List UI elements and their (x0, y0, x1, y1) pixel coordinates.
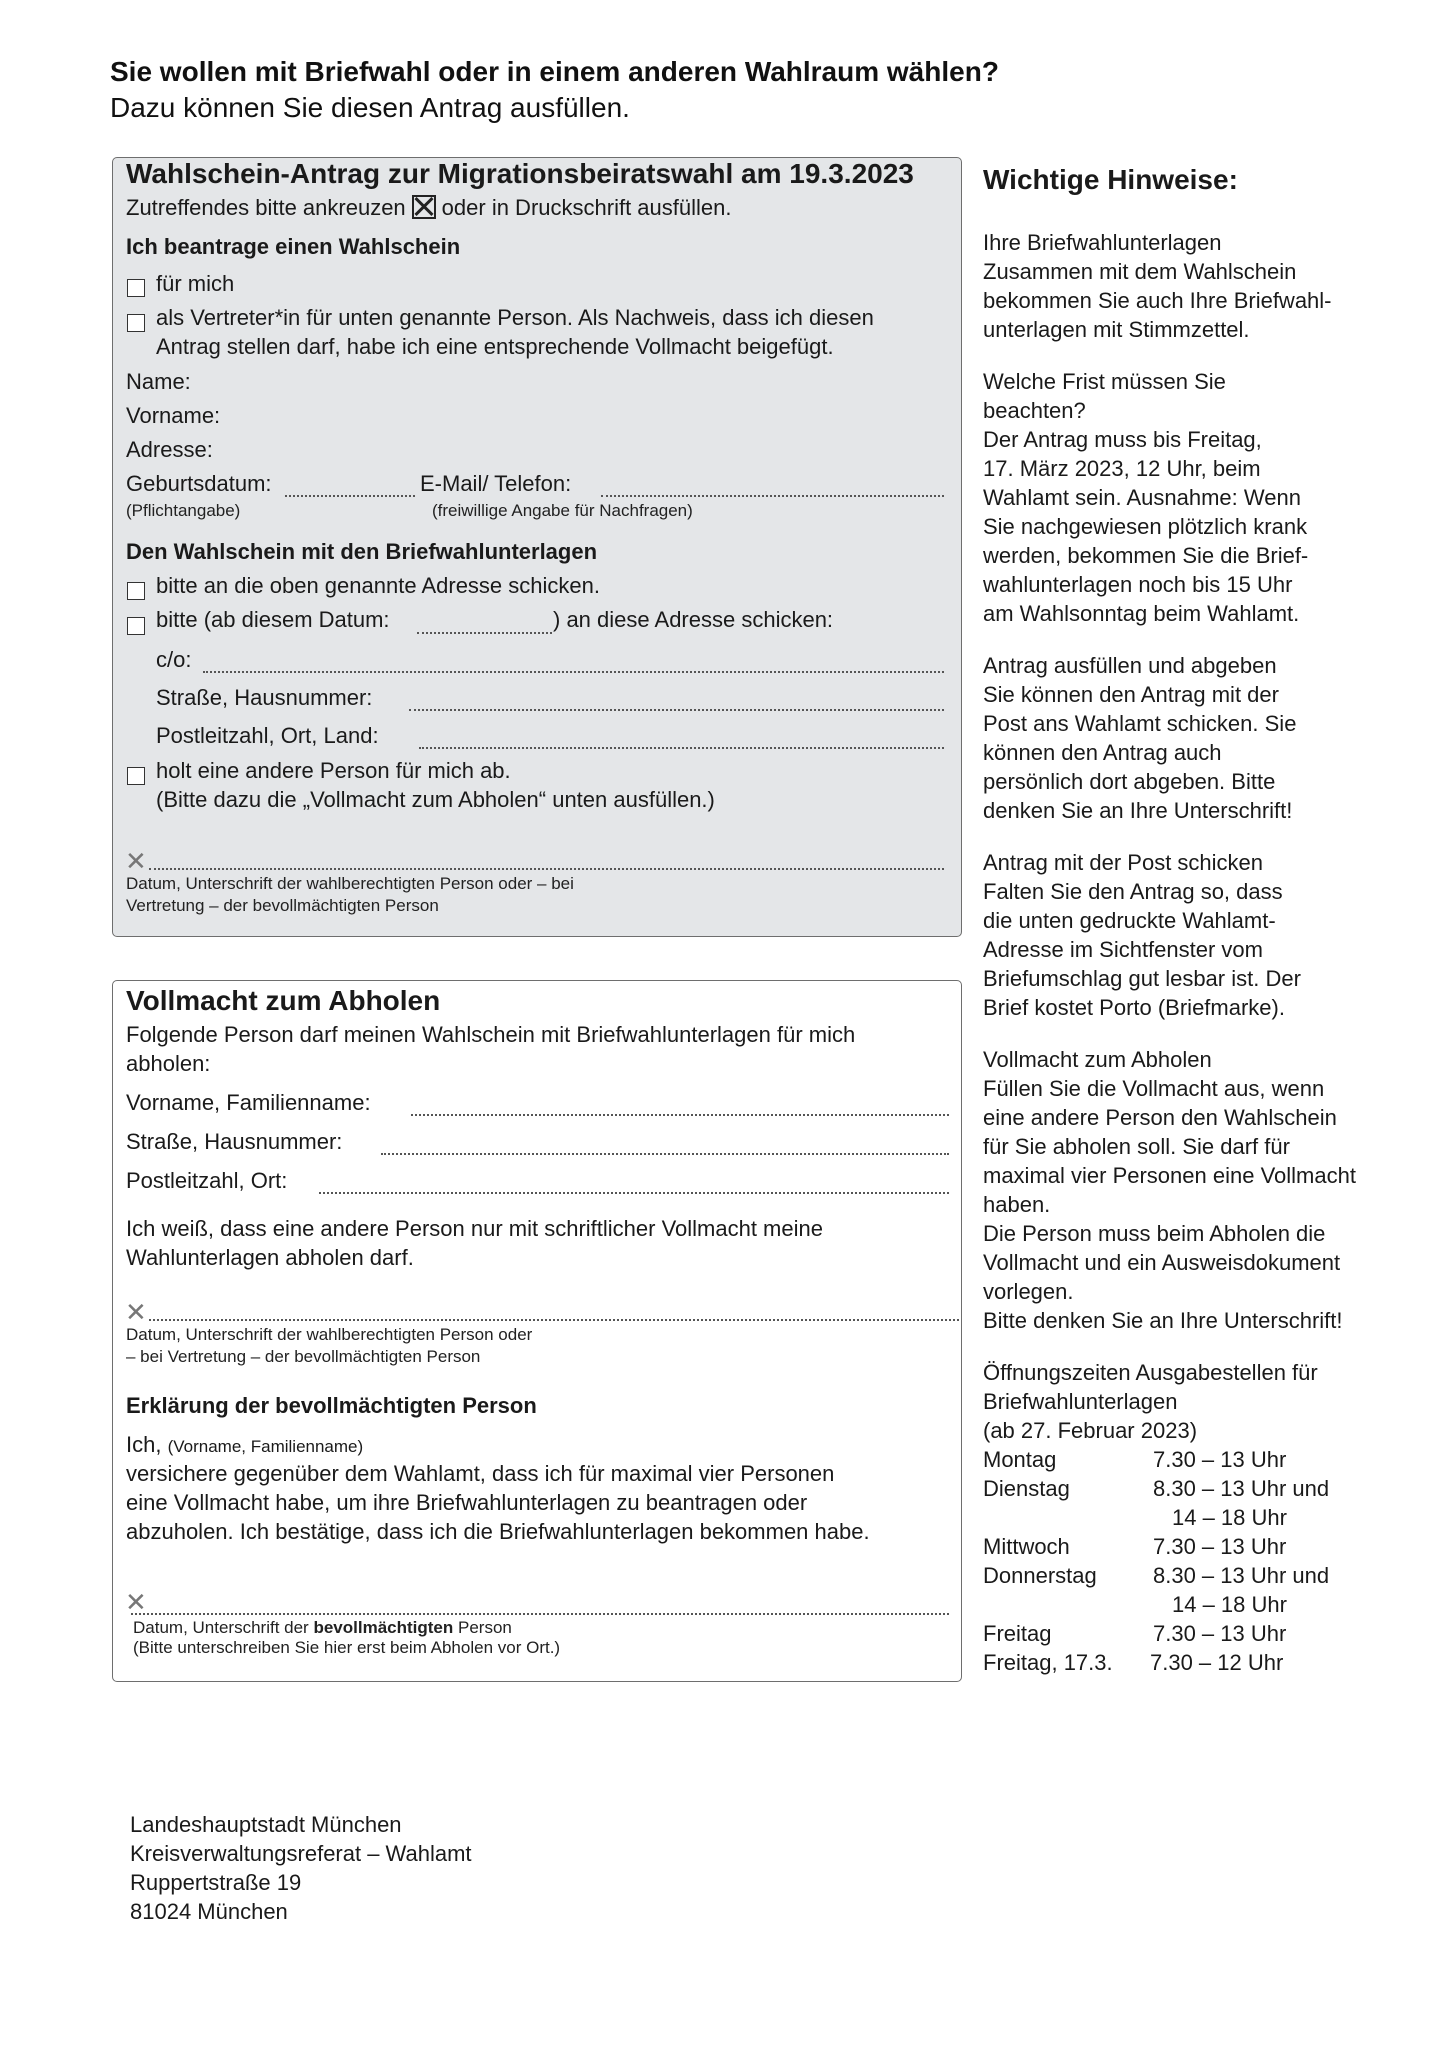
street-label: Straße, Hausnummer: (156, 685, 373, 710)
signature-field[interactable] (149, 868, 944, 870)
send-above-label: bitte an die oben genannte Adresse schicken. (156, 573, 600, 598)
hinweis-2-heading: Welche Frist müssen Sie (983, 369, 1226, 394)
pickup-line1: holt eine andere Person für mich ab. (156, 758, 511, 783)
hinweis-1-heading: Ihre Briefwahlunterlagen (983, 230, 1222, 255)
declaration-line1: versichere gegenüber dem Wahlamt, dass ich für maximal vier Personen (126, 1461, 835, 1486)
address-line: Kreisverwaltungsreferat – Wahlamt (130, 1841, 472, 1866)
section-heading-wahlschein: Ich beantrage einen Wahlschein (126, 234, 461, 259)
signature-x-icon: ✕ (125, 846, 147, 876)
street-field[interactable] (409, 709, 944, 711)
hinweis-5-text: haben. (983, 1192, 1051, 1217)
vollmacht-notice-line2: Wahlunterlagen abholen darf. (126, 1245, 414, 1270)
crossed-box-icon (412, 195, 436, 219)
vollmacht-box (112, 980, 962, 1682)
hours-time: 14 – 18 Uhr (1172, 1592, 1287, 1617)
checkbox-vertreter[interactable] (127, 314, 145, 332)
hinweis-5-text: eine andere Person den Wahlschein (983, 1105, 1337, 1130)
vollmacht-plz-field[interactable] (319, 1192, 949, 1194)
hours-time: 8.30 – 13 Uhr und (1153, 1476, 1330, 1501)
option-vertreter-line2: Antrag stellen darf, habe ich eine entsprechende Vollmacht beigefügt. (156, 334, 834, 359)
vollmacht-intro-line1: Folgende Person darf meinen Wahlschein mit Briefwahlunterlagen für mich (126, 1022, 856, 1047)
hours-time: 7.30 – 12 Uhr (1150, 1650, 1284, 1675)
vollmacht-signature-note-line1: Datum, Unterschrift der wahlberechtigten Person oder (126, 1325, 533, 1344)
send-date-field[interactable] (417, 632, 552, 634)
vollmacht-plz-label: Postleitzahl, Ort: (126, 1168, 288, 1193)
declaration-signature-note-line2: (Bitte unterschreiben Sie hier erst beim Abholen vor Ort.) (133, 1638, 561, 1657)
co-label: c/o: (156, 647, 192, 672)
hours-time: 14 – 18 Uhr (1172, 1505, 1287, 1530)
section-heading-briefwahl: Den Wahlschein mit den Briefwahlunterlagen (126, 539, 598, 564)
checkbox-send-date[interactable] (127, 617, 145, 635)
hinweis-4-heading: Antrag mit der Post schicken (983, 850, 1264, 875)
vollmacht-name-field[interactable] (411, 1114, 949, 1116)
hours-day: Freitag (983, 1621, 1052, 1646)
declaration-heading: Erklärung der bevollmächtigten Person (126, 1393, 537, 1418)
hinweis-4-text: Falten Sie den Antrag so, dass (983, 879, 1283, 904)
vollmacht-intro-line2: abholen: (126, 1051, 211, 1076)
vollmacht-signature-field[interactable] (149, 1319, 959, 1321)
vollmacht-signature-note-line2: – bei Vertretung – der bevollmächtigten Person (126, 1347, 481, 1366)
plz-label: Postleitzahl, Ort, Land: (156, 723, 379, 748)
hours-day: Freitag, 17.3. (983, 1650, 1113, 1675)
geburtsdatum-field[interactable] (285, 495, 415, 497)
hinweis-5-text: Vollmacht und ein Ausweisdokument (983, 1250, 1341, 1275)
hinweis-2-text: Wahlamt sein. Ausnahme: Wenn (983, 485, 1301, 510)
hinweis-3-text: denken Sie an Ihre Unterschrift! (983, 798, 1293, 823)
signature-note-line2: Vertretung – der bevollmächtigten Person (126, 896, 439, 915)
vollmacht-notice-line1: Ich weiß, dass eine andere Person nur mit schriftlicher Vollmacht meine (126, 1216, 823, 1241)
hinweis-2-text: Der Antrag muss bis Freitag, (983, 427, 1262, 452)
checkbox-pickup[interactable] (127, 767, 145, 785)
hinweis-4-text: Brief kostet Porto (Briefmarke). (983, 995, 1285, 1020)
hinweis-6-heading: (ab 27. Februar 2023) (983, 1418, 1198, 1443)
hours-time: 8.30 – 13 Uhr und (1153, 1563, 1330, 1588)
hinweis-3-text: können den Antrag auch (983, 740, 1222, 765)
vollmacht-name-label: Vorname, Familienname: (126, 1090, 371, 1115)
name-label: Name: (126, 369, 191, 394)
hinweis-2-text: 17. März 2023, 12 Uhr, beim (983, 456, 1261, 481)
geburtsdatum-label: Geburtsdatum: (126, 471, 272, 496)
declaration-ich: Ich, (Vorname, Familienname) (126, 1432, 364, 1457)
hinweis-3-heading: Antrag ausfüllen und abgeben (983, 653, 1277, 678)
hinweis-4-text: Briefumschlag gut lesbar ist. Der (983, 966, 1301, 991)
hinweis-1-text: bekommen Sie auch Ihre Briefwahl- (983, 288, 1332, 313)
hinweis-5-text: Die Person muss beim Abholen die (983, 1221, 1326, 1246)
hinweis-2-heading: beachten? (983, 398, 1086, 423)
hinweis-1-text: unterlagen mit Stimmzettel. (983, 317, 1250, 342)
hinweis-5-text: für Sie abholen soll. Sie darf für (983, 1134, 1290, 1159)
hinweis-1-text: Zusammen mit dem Wahlschein (983, 259, 1297, 284)
hinweis-5-text: vorlegen. (983, 1279, 1074, 1304)
intro-subtitle: Dazu können Sie diesen Antrag ausfüllen. (110, 92, 630, 123)
pickup-line2: (Bitte dazu die „Vollmacht zum Abholen“ unten ausfüllen.) (156, 787, 715, 812)
hinweis-6-heading: Öffnungszeiten Ausgabestellen für (983, 1360, 1318, 1385)
intro-title: Sie wollen mit Briefwahl oder in einem anderen Wahlraum wählen? (110, 56, 999, 87)
hinweis-5-heading: Vollmacht zum Abholen (983, 1047, 1212, 1072)
plz-field[interactable] (419, 747, 944, 749)
option-vertreter-line1: als Vertreter*in für unten genannte Person. Als Nachweis, dass ich diesen (156, 305, 874, 330)
hinweis-4-text: die unten gedruckte Wahlamt- (983, 908, 1276, 933)
contact-field[interactable] (601, 495, 944, 497)
address-line: Ruppertstraße 19 (130, 1870, 302, 1895)
hinweis-2-text: Sie nachgewiesen plötzlich krank (983, 514, 1308, 539)
hinweis-3-text: persönlich dort abgeben. Bitte (983, 769, 1276, 794)
declaration-signature-field[interactable] (131, 1613, 949, 1615)
declaration-line3: abzuholen. Ich bestätige, dass ich die Briefwahlunterlagen bekommen habe. (126, 1519, 870, 1544)
checkbox-fuer-mich[interactable] (127, 279, 145, 297)
vollmacht-signature-x-icon: ✕ (125, 1297, 147, 1327)
hinweis-6-heading: Briefwahlunterlagen (983, 1389, 1178, 1414)
send-date-before: bitte (ab diesem Datum: (156, 607, 390, 632)
checkbox-send-above[interactable] (127, 582, 145, 600)
adresse-label: Adresse: (126, 437, 213, 462)
hours-day: Montag (983, 1447, 1057, 1472)
vollmacht-title: Vollmacht zum Abholen (126, 985, 441, 1016)
vollmacht-street-field[interactable] (381, 1153, 949, 1155)
declaration-signature-x-icon: ✕ (125, 1587, 147, 1617)
hours-day: Dienstag (983, 1476, 1070, 1501)
hinweis-5-text: Füllen Sie die Vollmacht aus, wenn (983, 1076, 1325, 1101)
antrag-form-box (112, 157, 962, 937)
hours-time: 7.30 – 13 Uhr (1153, 1621, 1287, 1646)
co-field[interactable] (203, 671, 944, 673)
address-line: Landeshauptstadt München (130, 1812, 402, 1837)
hinweis-2-text: werden, bekommen Sie die Brief- (983, 543, 1309, 568)
vollmacht-street-label: Straße, Hausnummer: (126, 1129, 343, 1154)
hinweis-5-text: Bitte denken Sie an Ihre Unterschrift! (983, 1308, 1343, 1333)
hours-day: Donnerstag (983, 1563, 1097, 1588)
signature-note-line1: Datum, Unterschrift der wahlberechtigten Person oder – bei (126, 874, 574, 893)
geburtsdatum-note: (Pflichtangabe) (126, 501, 241, 520)
hours-time: 7.30 – 13 Uhr (1153, 1447, 1287, 1472)
hinweis-3-text: Sie können den Antrag mit der (983, 682, 1279, 707)
vorname-label: Vorname: (126, 403, 221, 428)
send-date-after: ) an diese Adresse schicken: (553, 607, 834, 632)
hinweis-5-text: maximal vier Personen eine Vollmacht (983, 1163, 1356, 1188)
option-fuer-mich-label: für mich (156, 271, 235, 296)
declaration-line2: eine Vollmacht habe, um ihre Briefwahlunterlagen zu beantragen oder (126, 1490, 808, 1515)
declaration-signature-note-line1: Datum, Unterschrift der bevollmächtigten Person (133, 1618, 512, 1637)
hinweise-title: Wichtige Hinweise: (983, 164, 1238, 195)
antrag-instruction: Zutreffendes bitte ankreuzen oder in Druckschrift ausfüllen. (126, 195, 732, 220)
hours-day: Mittwoch (983, 1534, 1070, 1559)
address-line: 81024 München (130, 1899, 288, 1924)
contact-label: E-Mail/ Telefon: (420, 471, 572, 496)
hinweis-2-text: am Wahlsonntag beim Wahlamt. (983, 601, 1300, 626)
hours-time: 7.30 – 13 Uhr (1153, 1534, 1287, 1559)
antrag-title: Wahlschein-Antrag zur Migrationsbeiratswahl am 19.3.2023 (126, 158, 914, 189)
hinweis-2-text: wahlunterlagen noch bis 15 Uhr (983, 572, 1293, 597)
contact-note: (freiwillige Angabe für Nachfragen) (432, 501, 693, 520)
hinweis-3-text: Post ans Wahlamt schicken. Sie (983, 711, 1297, 736)
hinweis-4-text: Adresse im Sichtfenster vom (983, 937, 1263, 962)
